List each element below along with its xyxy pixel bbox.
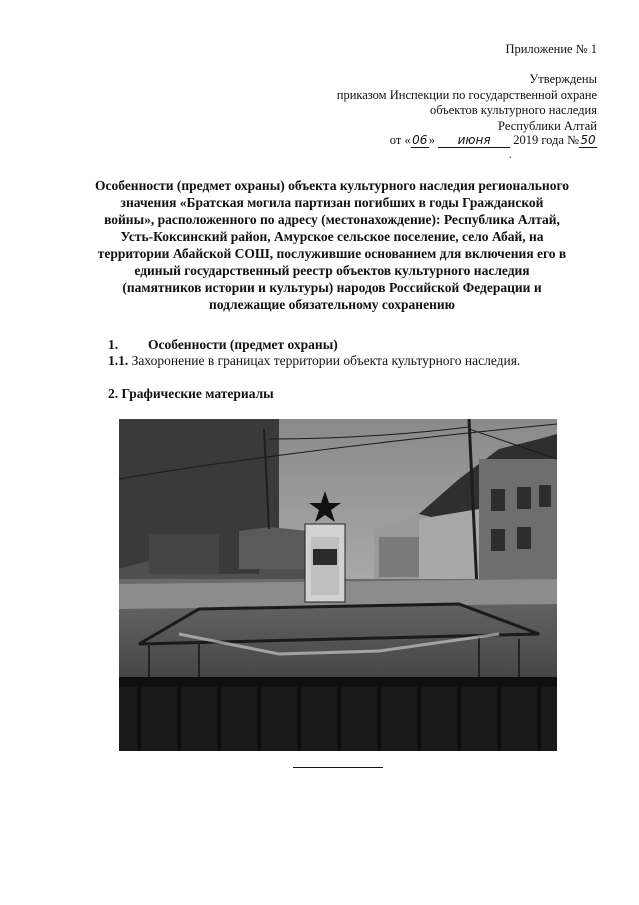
approval-line: Республики Алтай: [498, 118, 597, 133]
title-line: войны», расположенного по адресу (местонахождение): Республика Алтай,: [104, 212, 560, 227]
footer-rule: [293, 767, 383, 768]
title-line: (памятников истории и культуры) народов Российской Федерации и: [122, 280, 542, 295]
order-prefix: от «: [389, 133, 411, 147]
section-title: Особенности (предмет охраны): [148, 337, 338, 352]
approval-block: [337, 72, 597, 134]
order-date-number: [390, 133, 597, 148]
handwritten-month: июня: [438, 134, 510, 148]
stray-dot: .: [509, 150, 512, 161]
handwritten-day: 06: [412, 133, 428, 147]
title-line: Особенности (предмет охраны) объекта культурного наследия регионального: [95, 178, 569, 193]
subsection-text: Захоронение в границах территории объекта культурного наследия.: [131, 353, 521, 368]
title-line: территории Абайской СОШ, послужившие основанием для включения его в: [97, 246, 567, 261]
approval-line: объектов культурного наследия: [430, 103, 597, 117]
title-line: значения «Братская могила партизан погибших в годы Гражданской: [120, 195, 544, 210]
appendix-label: Приложение № 1: [505, 42, 597, 56]
approval-line: приказом Инспекции по государственной охране: [336, 87, 597, 102]
title-line: Усть-Коксинский район, Амурское сельское поселение, село Абай, на: [120, 229, 544, 244]
subsection-number: 1.1.: [108, 353, 129, 368]
title-line: подлежащие обязательному сохранению: [209, 297, 455, 312]
order-mid: »: [428, 133, 435, 147]
section-1-heading: [108, 337, 338, 353]
handwritten-number: 50: [580, 133, 596, 147]
approval-line: Утверждены: [529, 72, 597, 86]
document-title: [62, 177, 602, 313]
monument-photo: [119, 419, 557, 751]
section-1-1: [108, 353, 520, 369]
title-line: единый государственный реестр объектов культурного наследия: [134, 263, 530, 278]
section-number: 1.: [108, 337, 119, 352]
order-year-text: 2019 года №: [513, 133, 579, 147]
section-2-heading: 2. Графические материалы: [108, 386, 274, 401]
